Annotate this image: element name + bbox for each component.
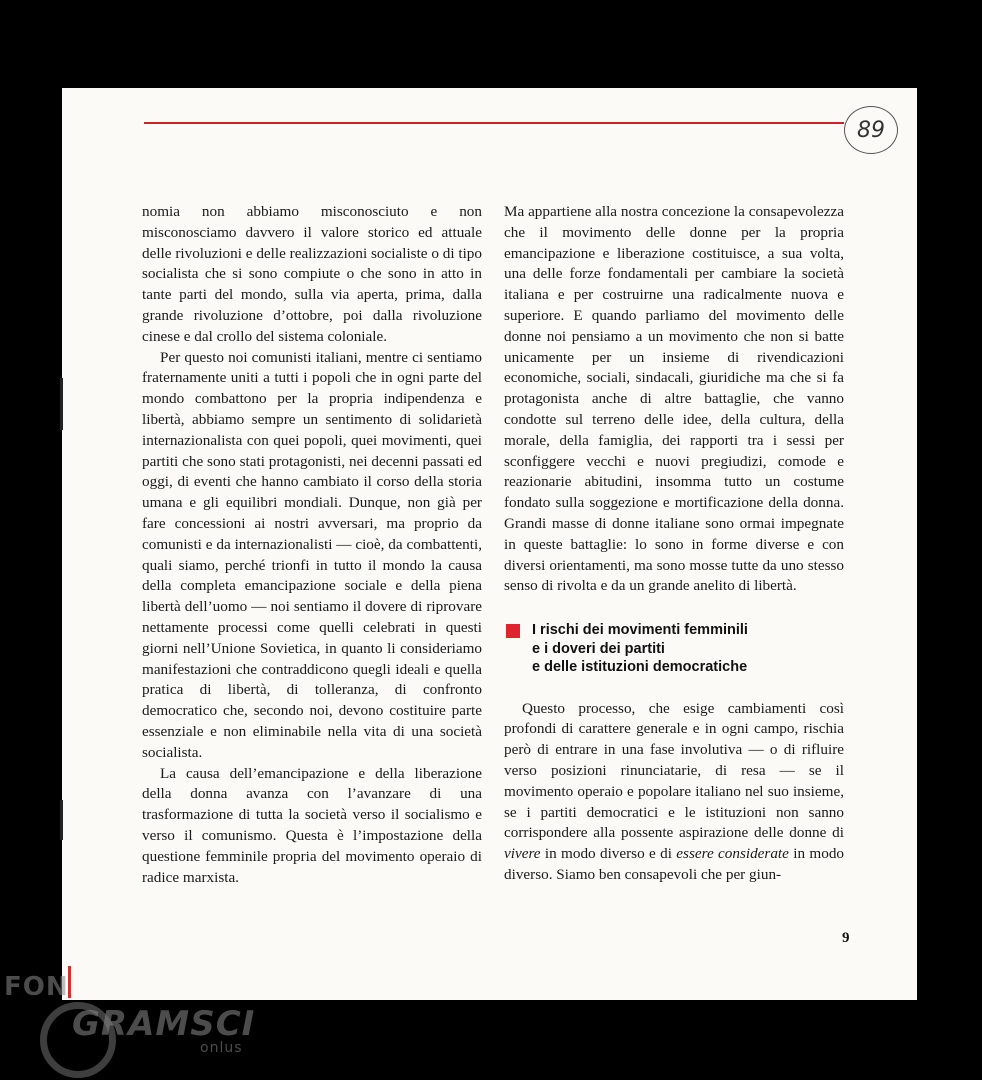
left-column [142, 202, 482, 888]
emphasis: essere considerate [676, 845, 789, 863]
text-run: in modo diverso e di [540, 845, 677, 863]
watermark-text: GRAMSCI [72, 1004, 256, 1044]
paragraph: Per questo noi comunisti italiani, mentre ci sentiamo fraternamente uniti a tutti i popoli che in ogni parte del mondo combattono per la propria indipendenza e libertà, abbiamo sempre un sentimento di solidarietà internazionalista con quei popoli, quei movimenti, quei partiti che sono stati protagonisti, nei decenni passati ed oggi, di eventi che hanno cambiato il corso della storia umana e gli equilibri mondiali. Dunque, non già per fare concessioni ai nostri avversari, ma proprio da comunisti e da internazionalisti — cioè, da combattenti, quali siamo, perché trionfi in tutto il mondo la causa della completa emancipazione sociale e della piena libertà dell’uomo — noi sentiamo il dovere di riprovare nettamente processi come quelli celebrati in questi giorni nell’Unione Sovietica, in quanto li consideriamo manifestazioni che contraddicono quegli ideali e quella pratica di libertà, di tolleranza, di confronto democratico che, secondo noi, devono costituire parte essenziale e non eliminabile nella vita di una società socialista. [142, 348, 482, 761]
page-number: 9 [842, 930, 850, 946]
handwritten-page-stamp: 89 [844, 106, 898, 154]
document-page [62, 88, 917, 1000]
paragraph: nomia non abbiamo misconosciuto e non misconosciamo davvero il valore storico ed attuale delle rivoluzioni e delle realizzazioni socialiste o di tipo socialista che si sono compiute o che sono in atto in tante parti del mondo, sulla via aperta, prima, dalla grande rivoluzione d’ottobre, poi dalla rivoluzione cinese e dal crollo del sistema coloniale. [142, 203, 482, 345]
red-square-bullet-icon [506, 624, 520, 638]
paragraph [504, 699, 844, 886]
right-column [504, 202, 844, 886]
paragraph: La causa dell’emancipazione e della liberazione della donna avanza con l’avanzare di una trasformazione di tutta la società verso il socialismo e verso il comunismo. Questa è l’impostazione della questione femminile propria del movimento operaio di radice marxista. [142, 764, 482, 886]
paragraph: Ma appartiene alla nostra concezione la consapevolezza che il movimento delle donne per la propria emancipazione e liberazione costituisce, a sua volta, una delle forze fondamentali per cambiare la società italiana e per costruirne una radicalmente nuova e superiore. E quando parliamo del movimento delle donne noi pensiamo a un movimento che non si batte unicamente per un insieme di rivendicazioni economiche, sociali, sindacali, giuridiche ma che si fa protagonista anche di altre battaglie, che vanno condotte sul terreno delle idee, della cultura, della morale, della famiglia, dei rapporti tra i sessi per sconfiggere vecchi e nuovi pregiudizi, comode e reazionarie abitudini, insomma tutto un costume fondato sulla soggezione e mortificazione della donna. Grandi masse di donne italiane sono ormai impegnate in queste battaglie: lo sono in forme diverse e con diversi orientamenti, ma sono mosse tutte da uno stesso senso di rivolta e da un grande anelito di libertà. [504, 203, 844, 595]
section-heading-line: e delle istituzioni democratiche [532, 659, 748, 676]
binding-mark [60, 378, 63, 430]
binding-mark [60, 800, 63, 840]
section-heading-line: I rischi dei movimenti femminili [532, 622, 748, 639]
section-heading [504, 621, 844, 677]
section-heading-line: e i doveri dei partiti [532, 640, 665, 657]
header-rule [144, 122, 844, 124]
emphasis: vivere [504, 845, 541, 863]
watermark-text: onlus [200, 1040, 243, 1056]
watermark-text: FON [4, 972, 69, 1002]
text-run: in modo diverso. Siamo ben consapevoli che per giun- [504, 845, 845, 884]
text-run: Questo processo, che esige cambiamenti così profondi di carattere generale e in ogni campo, rischia però di entrare in una fase involutiva — o di rifluire verso posizioni rinunciatarie, di resa — se il movimento operaio e popolare italiano nel suo insieme, se i partiti democratici e le istituzioni non sanno corrispondere alla possente aspirazione delle donne di [504, 699, 844, 842]
